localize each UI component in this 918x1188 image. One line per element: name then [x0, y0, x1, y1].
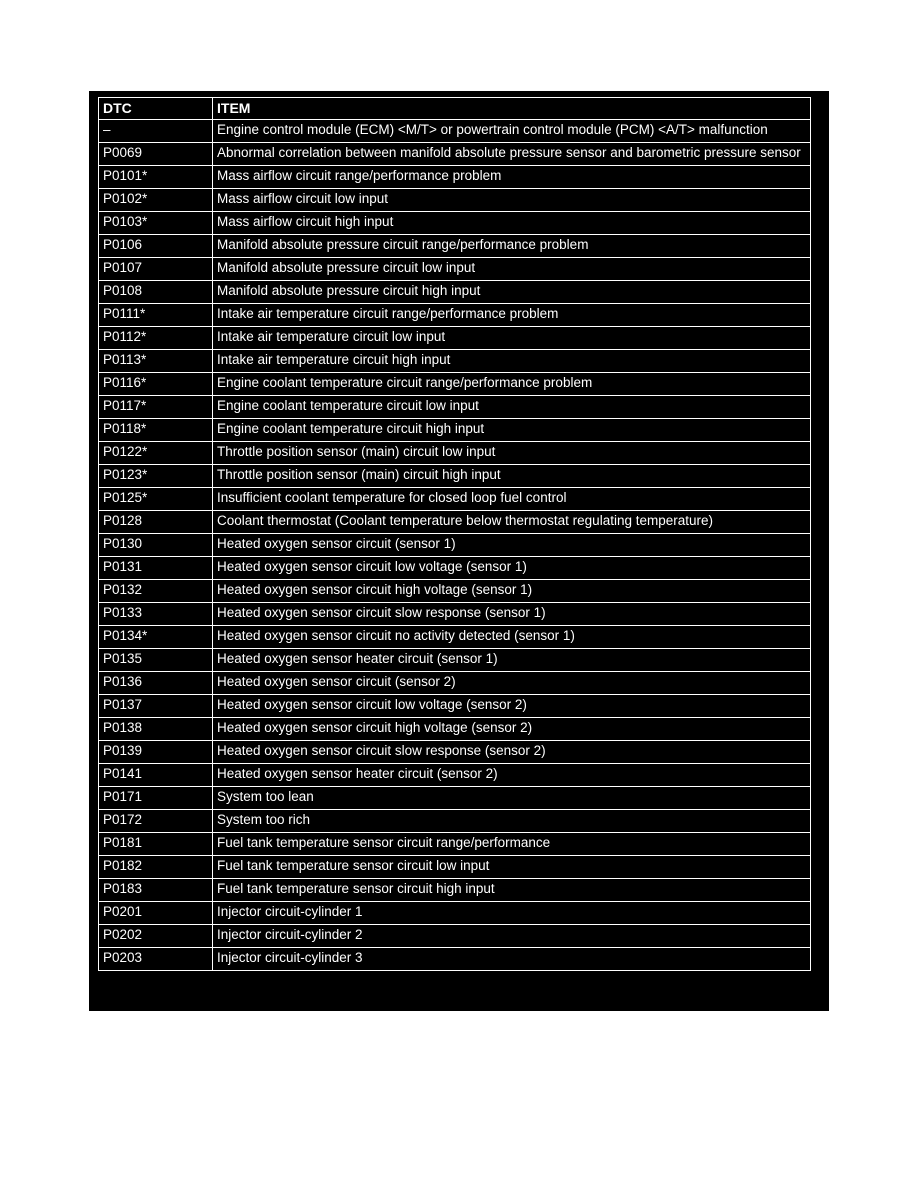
table-row — [99, 902, 811, 925]
dtc-item-cell: Intake air temperature circuit high input — [213, 350, 811, 373]
dtc-code-cell: P0171 — [99, 787, 213, 810]
dtc-code-cell: P0128 — [99, 511, 213, 534]
dtc-code-cell: P0102* — [99, 189, 213, 212]
dtc-item-cell: Heated oxygen sensor circuit (sensor 2) — [213, 672, 811, 695]
table-row — [99, 833, 811, 856]
dtc-code-cell: P0116* — [99, 373, 213, 396]
dtc-item-cell: Intake air temperature circuit range/performance problem — [213, 304, 811, 327]
dtc-code-cell: P0111* — [99, 304, 213, 327]
table-row — [99, 258, 811, 281]
dtc-code-cell: P0183 — [99, 879, 213, 902]
table-row — [99, 580, 811, 603]
table-row — [99, 442, 811, 465]
table-row — [99, 166, 811, 189]
table-row — [99, 212, 811, 235]
dtc-item-cell: Heated oxygen sensor circuit low voltage (sensor 1) — [213, 557, 811, 580]
dtc-code-cell: P0118* — [99, 419, 213, 442]
dtc-code-cell: P0069 — [99, 143, 213, 166]
table-row — [99, 879, 811, 902]
dtc-code-cell: P0108 — [99, 281, 213, 304]
table-row — [99, 810, 811, 833]
dtc-code-cell: P0123* — [99, 465, 213, 488]
dtc-item-cell: Throttle position sensor (main) circuit low input — [213, 442, 811, 465]
dtc-item-cell: Engine coolant temperature circuit range/performance problem — [213, 373, 811, 396]
dtc-item-cell: Throttle position sensor (main) circuit high input — [213, 465, 811, 488]
table-row — [99, 465, 811, 488]
dtc-item-cell: System too lean — [213, 787, 811, 810]
dtc-item-cell: System too rich — [213, 810, 811, 833]
dtc-item-cell: Manifold absolute pressure circuit low input — [213, 258, 811, 281]
dtc-code-cell: P0135 — [99, 649, 213, 672]
dtc-item-cell: Engine coolant temperature circuit high input — [213, 419, 811, 442]
dtc-item-cell: Heated oxygen sensor heater circuit (sensor 1) — [213, 649, 811, 672]
dtc-item-cell: Engine control module (ECM) <M/T> or powertrain control module (PCM) <A/T> malfunction — [213, 120, 811, 143]
dtc-code-cell: P0133 — [99, 603, 213, 626]
dtc-code-cell: P0203 — [99, 948, 213, 971]
table-row — [99, 419, 811, 442]
dtc-item-cell: Injector circuit-cylinder 3 — [213, 948, 811, 971]
dtc-code-cell: P0181 — [99, 833, 213, 856]
dtc-item-cell: Manifold absolute pressure circuit range/performance problem — [213, 235, 811, 258]
dtc-code-cell: P0141 — [99, 764, 213, 787]
dtc-code-cell: P0137 — [99, 695, 213, 718]
table-row — [99, 120, 811, 143]
dtc-code-cell: P0202 — [99, 925, 213, 948]
dtc-code-cell: P0136 — [99, 672, 213, 695]
table-body — [99, 120, 811, 971]
table-row — [99, 511, 811, 534]
table-row — [99, 603, 811, 626]
table-header-row — [99, 98, 811, 120]
table-row — [99, 649, 811, 672]
dtc-item-cell: Coolant thermostat (Coolant temperature below thermostat regulating temperature) — [213, 511, 811, 534]
table-row — [99, 626, 811, 649]
dtc-item-cell: Injector circuit-cylinder 1 — [213, 902, 811, 925]
dtc-item-cell: Injector circuit-cylinder 2 — [213, 925, 811, 948]
dtc-code-cell: P0112* — [99, 327, 213, 350]
dtc-table — [98, 97, 811, 971]
dtc-item-cell: Intake air temperature circuit low input — [213, 327, 811, 350]
dtc-code-cell: P0125* — [99, 488, 213, 511]
dtc-code-cell: P0138 — [99, 718, 213, 741]
dtc-item-cell: Mass airflow circuit high input — [213, 212, 811, 235]
dtc-item-cell: Heated oxygen sensor circuit slow response (sensor 2) — [213, 741, 811, 764]
dtc-code-cell: P0113* — [99, 350, 213, 373]
table-row — [99, 948, 811, 971]
dtc-item-cell: Heated oxygen sensor circuit low voltage (sensor 2) — [213, 695, 811, 718]
dtc-item-cell: Fuel tank temperature sensor circuit range/performance — [213, 833, 811, 856]
dtc-item-cell: Fuel tank temperature sensor circuit high input — [213, 879, 811, 902]
dtc-item-cell: Engine coolant temperature circuit low input — [213, 396, 811, 419]
table-row — [99, 672, 811, 695]
dtc-code-cell: P0130 — [99, 534, 213, 557]
dtc-code-cell: P0172 — [99, 810, 213, 833]
table-row — [99, 534, 811, 557]
table-row — [99, 373, 811, 396]
column-header-item: ITEM — [213, 98, 811, 120]
dtc-item-cell: Mass airflow circuit range/performance problem — [213, 166, 811, 189]
table-row — [99, 143, 811, 166]
table-row — [99, 741, 811, 764]
dtc-code-cell: P0122* — [99, 442, 213, 465]
table-row — [99, 488, 811, 511]
dtc-item-cell: Heated oxygen sensor heater circuit (sensor 2) — [213, 764, 811, 787]
dtc-code-cell: – — [99, 120, 213, 143]
table-row — [99, 925, 811, 948]
dtc-item-cell: Heated oxygen sensor circuit high voltage (sensor 1) — [213, 580, 811, 603]
dtc-code-cell: P0103* — [99, 212, 213, 235]
dtc-code-cell: P0106 — [99, 235, 213, 258]
table-row — [99, 327, 811, 350]
dtc-code-cell: P0132 — [99, 580, 213, 603]
dtc-item-cell: Heated oxygen sensor circuit slow response (sensor 1) — [213, 603, 811, 626]
dtc-item-cell: Heated oxygen sensor circuit no activity detected (sensor 1) — [213, 626, 811, 649]
dtc-item-cell: Mass airflow circuit low input — [213, 189, 811, 212]
dtc-code-cell: P0139 — [99, 741, 213, 764]
table-row — [99, 281, 811, 304]
table-row — [99, 304, 811, 327]
dtc-code-cell: P0101* — [99, 166, 213, 189]
dtc-item-cell: Heated oxygen sensor circuit (sensor 1) — [213, 534, 811, 557]
table-row — [99, 718, 811, 741]
dtc-item-cell: Abnormal correlation between manifold absolute pressure sensor and barometric pressure sensor — [213, 143, 811, 166]
table-row — [99, 764, 811, 787]
table-row — [99, 189, 811, 212]
dtc-code-cell: P0117* — [99, 396, 213, 419]
dtc-code-cell: P0131 — [99, 557, 213, 580]
dtc-code-cell: P0107 — [99, 258, 213, 281]
table-row — [99, 856, 811, 879]
dtc-item-cell: Heated oxygen sensor circuit high voltage (sensor 2) — [213, 718, 811, 741]
table-row — [99, 695, 811, 718]
dtc-item-cell: Insufficient coolant temperature for closed loop fuel control — [213, 488, 811, 511]
column-header-dtc: DTC — [99, 98, 213, 120]
table-row — [99, 235, 811, 258]
table-row — [99, 396, 811, 419]
dtc-code-cell: P0201 — [99, 902, 213, 925]
dtc-item-cell: Fuel tank temperature sensor circuit low input — [213, 856, 811, 879]
dtc-code-cell: P0182 — [99, 856, 213, 879]
dtc-code-cell: P0134* — [99, 626, 213, 649]
table-row — [99, 787, 811, 810]
dtc-item-cell: Manifold absolute pressure circuit high input — [213, 281, 811, 304]
table-row — [99, 557, 811, 580]
table-row — [99, 350, 811, 373]
